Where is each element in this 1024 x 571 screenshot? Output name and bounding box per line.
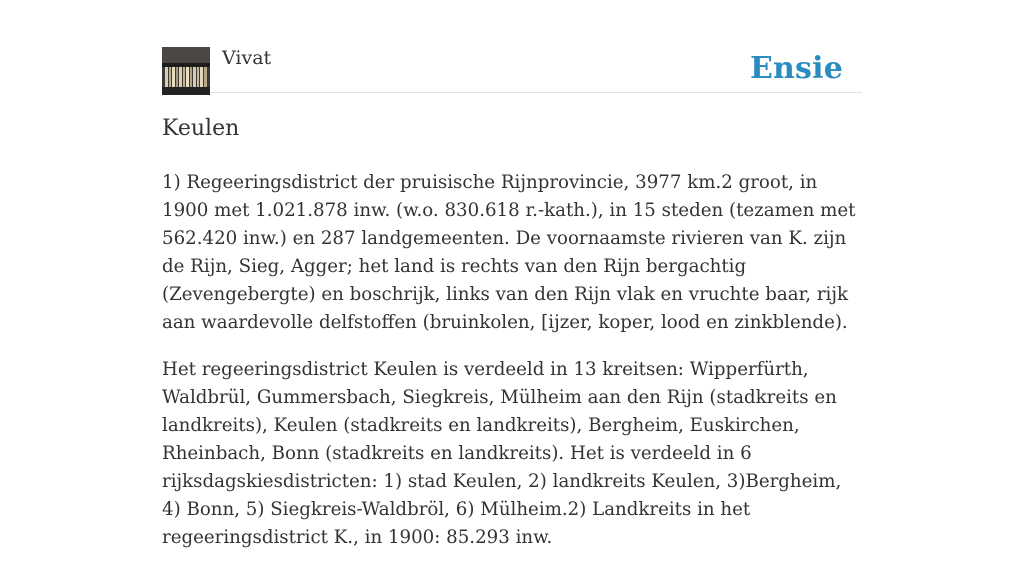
article-title: Keulen	[162, 116, 240, 141]
page-container	[162, 0, 862, 548]
book-shelf-icon	[162, 47, 210, 95]
author-avatar[interactable]	[162, 47, 210, 95]
article-paragraph: 1) Regeeringsdistrict der pruisische Rijnprovincie, 3977 km.2 groot, in 1900 met 1.021.878 inw. (w.o. 830.618 r.-kath.), in 15 steden (tezamen met 562.420 inw.) en 287 landgemeenten. De voornaamste rivieren van K. zijn de Rijn, Sieg, Agger; het land is rechts van den Rijn bergachtig (Zevengebergte) en boschrijk, links van den Rijn vlak en vruchte baar, rijk aan waardevolle delfstoffen (bruinkolen, [ijzer, koper, lood en zinkblende).	[162, 172, 856, 333]
article-paragraph: Het regeeringsdistrict Keulen is verdeeld in 13 kreitsen: Wipperfürth, Waldbrül, Gummersbach, Siegkreis, Mülheim aan den Rijn (stadkreits en landkreits), Keulen (stadkreits en landkreits), Bergheim, Euskirchen, Rheinbach, Bonn (stadkreits en landkreits). Het is verdeeld in 6 rijksdagskiesdistricten: 1) stad Keulen, 2) landkreits Keulen, 3)Bergheim, 4) Bonn, 5) Siegkreis-Waldbröl, 6) Mülheim.2) Landkreits in het regeeringsdistrict K., in 1900: 85.293 inw.	[162, 359, 842, 548]
author-name-link[interactable]: Vivat	[222, 47, 272, 69]
article-body	[162, 169, 862, 571]
ensie-logo-link[interactable]: Ensie	[749, 51, 843, 86]
page-header	[162, 0, 862, 93]
